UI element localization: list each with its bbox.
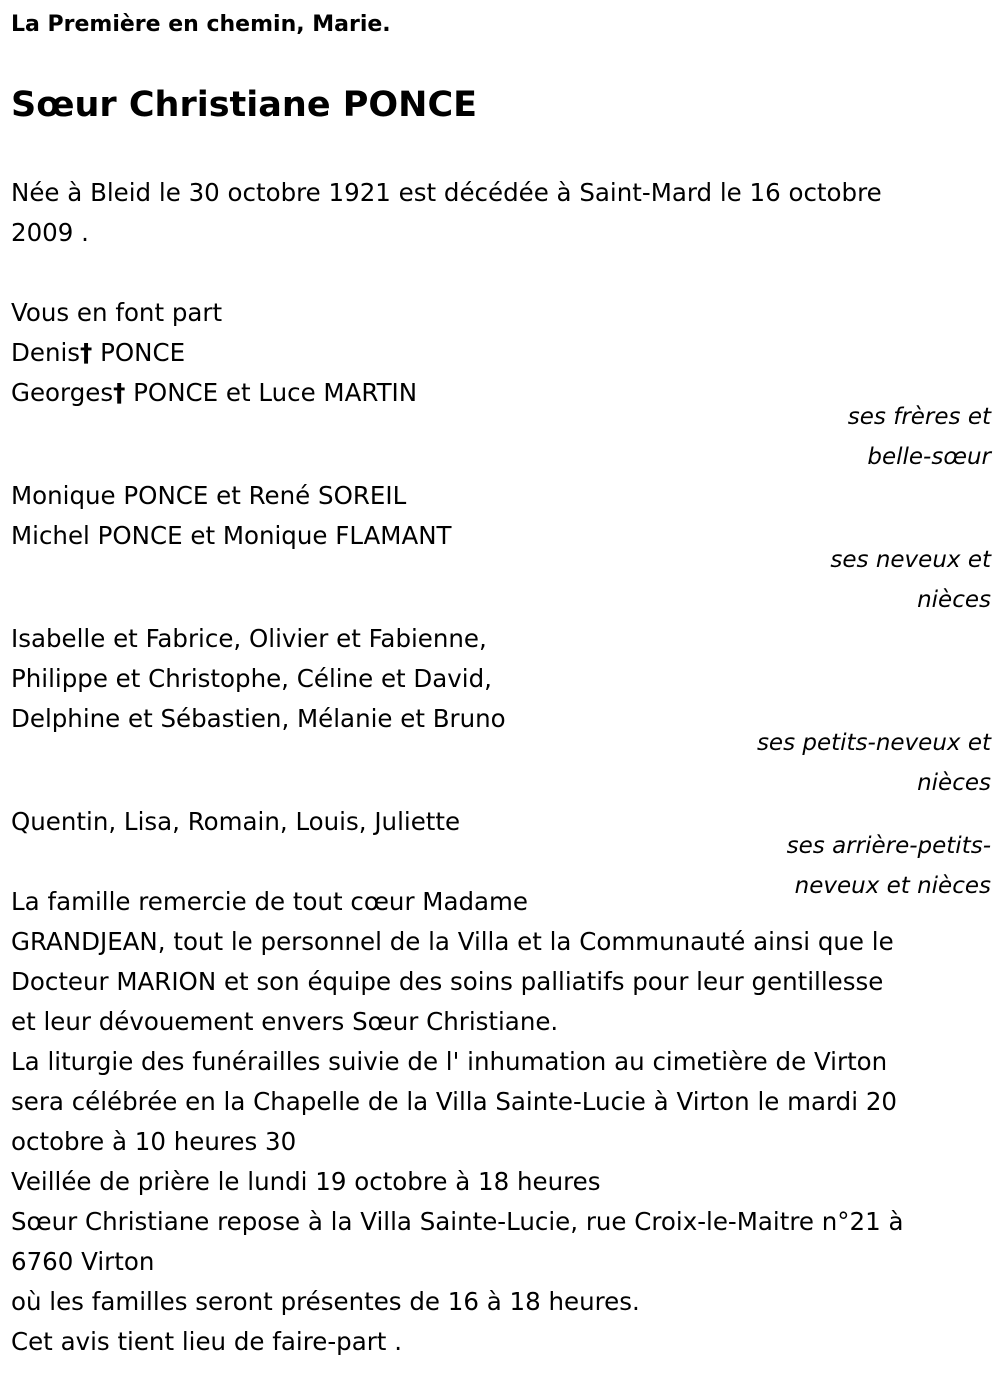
grand-nephews-relation [757,723,991,803]
notice-line: Cet avis tient lieu de faire-part . [11,1327,402,1356]
religious-subtitle: La Première en chemin, Marie. [11,12,391,37]
thanks-line-3: Docteur MARION et son équipe des soins palliatifs pour leur gentillesse [11,967,884,996]
announcement-intro: Vous en font part [11,298,223,327]
grand-nephew-line-2: Philippe et Christophe, Céline et David, [11,664,492,693]
nephews-relation-line-1: ses neveux et [830,547,991,573]
families-line: où les familles seront présentes de 16 à 18 heures. [11,1287,640,1316]
rest-line-1: Sœur Christiane repose à la Villa Sainte-Lucie, rue Croix-le-Maitre n°21 à [11,1207,904,1236]
nephews-relation-line-2: nièces [917,587,991,613]
siblings-relation [848,397,991,477]
nephews-relation [830,540,991,620]
grand-nephews-relation-line-1: ses petits-neveux et [756,730,991,756]
great-grand-nephews-relation-line-2: neveux et nièces [794,873,991,899]
cross-icon: † [80,338,93,367]
sibling-denis-last-name: PONCE [92,338,186,367]
thanks-line-1: La famille remercie de tout cœur Madame [11,887,528,916]
nephew-line-1: Monique PONCE et René SOREIL [11,481,407,510]
siblings-relation-line-1: ses frères et [847,404,991,430]
grand-nephews-section [11,619,991,739]
liturgy-line-3: octobre à 10 heures 30 [11,1127,297,1156]
thanks-line-4: et leur dévouement envers Sœur Christiane. [11,1007,559,1036]
birth-death-line-2: 2009 . [11,218,89,247]
deceased-name: Sœur Christiane PONCE [11,85,478,125]
vigil-line: Veillée de prière le lundi 19 octobre à 18 heures [11,1167,601,1196]
sibling-georges-first-name: Georges [11,378,114,407]
rest-line-2: 6760 Virton [11,1247,155,1276]
grand-nephew-line-1: Isabelle et Fabrice, Olivier et Fabienne, [11,624,487,653]
birth-death-statement [11,173,991,253]
sibling-denis [11,333,991,373]
great-grand-nephew-line-1: Quentin, Lisa, Romain, Louis, Juliette [11,807,461,836]
grand-nephew-line-3: Delphine et Sébastien, Mélanie et Bruno [11,704,506,733]
closing-text [11,882,991,1362]
cross-icon: † [113,378,126,407]
sibling-georges-last-name: PONCE et Luce MARTIN [125,378,418,407]
siblings-section [11,293,991,413]
liturgy-line-1: La liturgie des funérailles suivie de l' inhumation au cimetière de Virton [11,1047,888,1076]
thanks-line-2: GRANDJEAN, tout le personnel de la Villa et la Communauté ainsi que le [11,927,894,956]
sibling-georges [11,373,991,413]
liturgy-line-2: sera célébrée en la Chapelle de la Villa Sainte-Lucie à Virton le mardi 20 [11,1087,897,1116]
sibling-denis-first-name: Denis [11,338,81,367]
grand-nephews-relation-line-2: nièces [917,770,991,796]
great-grand-nephews-relation-line-1: ses arrière-petits- [786,833,991,859]
siblings-relation-line-2: belle-sœur [867,444,991,470]
birth-death-line-1: Née à Bleid le 30 octobre 1921 est décédée à Saint-Mard le 16 octobre [11,178,882,207]
nephew-line-2: Michel PONCE et Monique FLAMANT [11,521,452,550]
